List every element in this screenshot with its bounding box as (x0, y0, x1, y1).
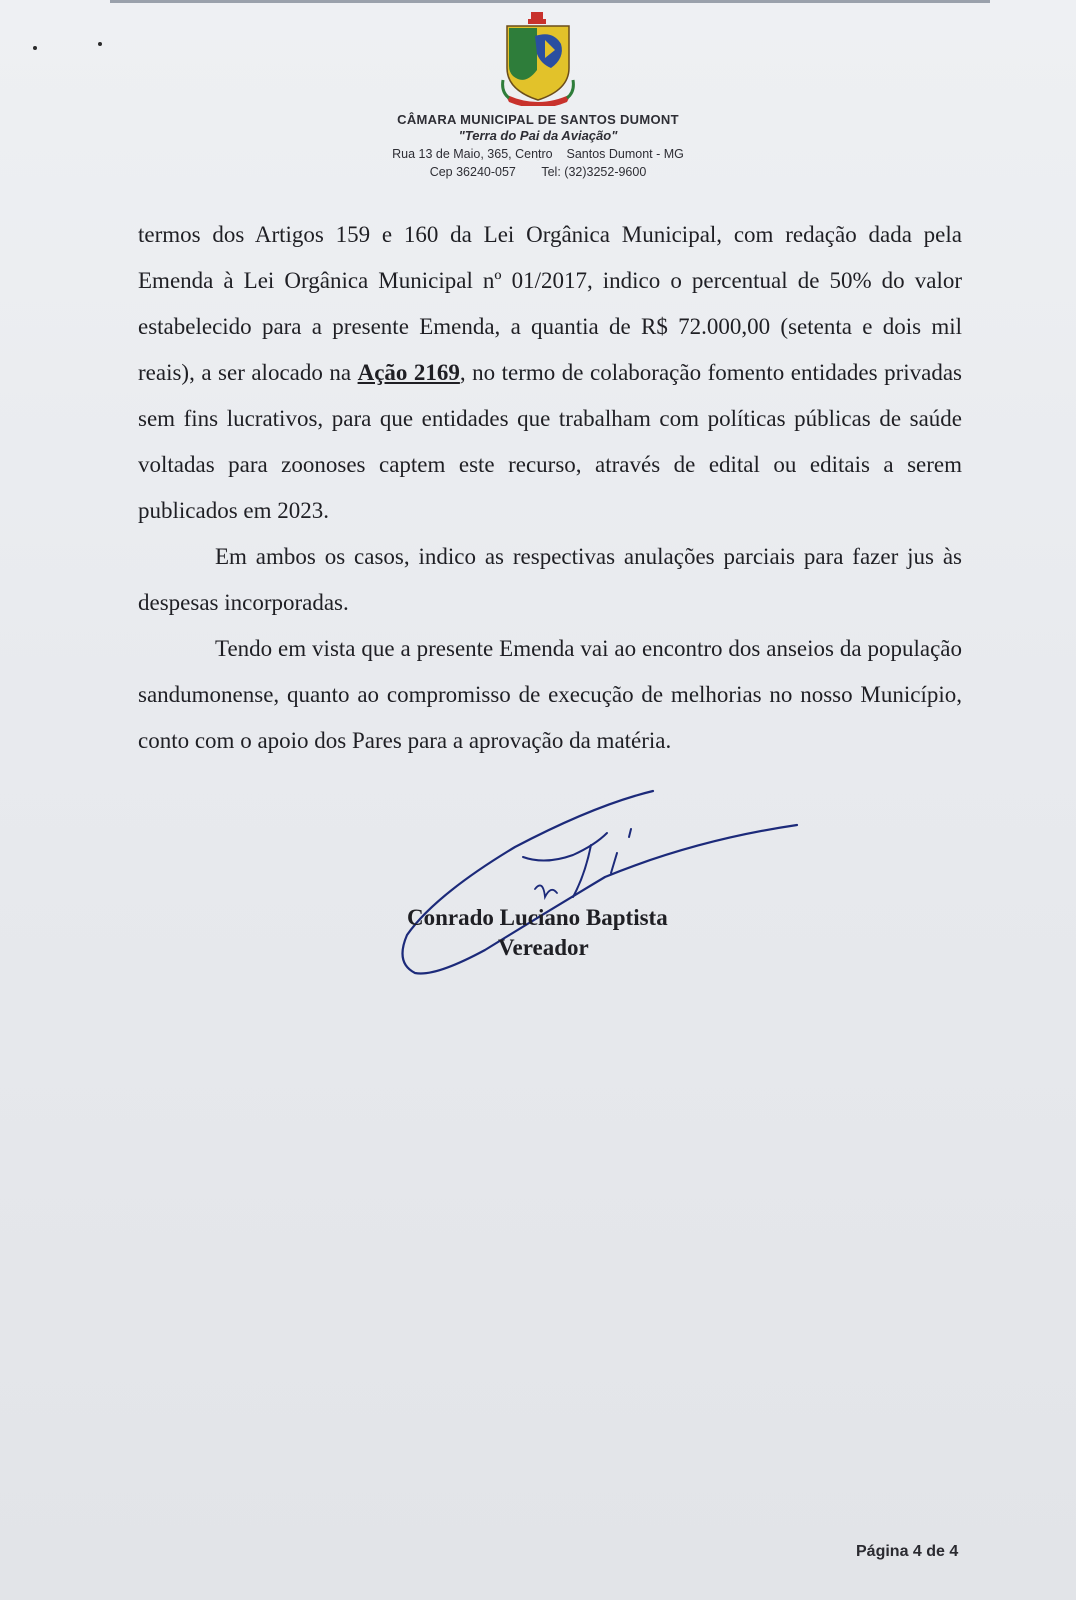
paragraph-annulments: Em ambos os casos, indico as respectivas anulações parciais para fazer jus às despesas incorporadas. (138, 544, 962, 615)
paragraph-text: termos dos Artigos 159 e 160 da Lei Orgânica Municipal, com redação dada pela Emenda à Lei Orgânica Municipal nº 01/2017, indico o percentual de 50% do valor estabelecido para a presente Emenda, a quantia de R$ 72.000,00 (setenta e dois mil reais), a ser alocado na (138, 222, 962, 385)
paper-edge (110, 0, 990, 3)
postal-code: Cep 36240-057 (429, 165, 516, 179)
handwritten-signature-icon (395, 785, 805, 985)
institution-motto: "Terra do Pai da Aviação" (458, 128, 618, 143)
phone-number: Tel: (32)3252-9600 (541, 165, 647, 179)
municipal-crest-icon (501, 10, 575, 106)
page-number: Página 4 de 4 (856, 1543, 959, 1560)
paragraph-conclusion: Tendo em vista que a presente Emenda vai ao encontro dos anseios da população sandumonense, quanto ao compromisso de execução de melhorias no nosso Município, conto com o apoio dos Pares para a aprovação da matéria. (138, 636, 962, 753)
action-code: Ação 2169 (357, 360, 460, 385)
paragraph-allocation (138, 212, 962, 534)
institution-name: CÂMARA MUNICIPAL DE SANTOS DUMONT (397, 112, 679, 127)
institution-contact (0, 165, 1076, 179)
paragraph-text: , no termo de colaboração fomento entidades privadas sem fins lucrativos, para que entidades que trabalham com políticas públicas de saúde voltadas para zoonoses captem este recurso, através de edital ou editais a serem publicados em 2023. (138, 360, 963, 523)
letterhead (0, 10, 1076, 179)
signatory-title: Vereador (498, 935, 589, 960)
signatory-name: Conrado Luciano Baptista (407, 905, 668, 930)
institution-address: Rua 13 de Maio, 365, Centro Santos Dumont - MG (392, 147, 684, 161)
document-body (138, 212, 962, 764)
